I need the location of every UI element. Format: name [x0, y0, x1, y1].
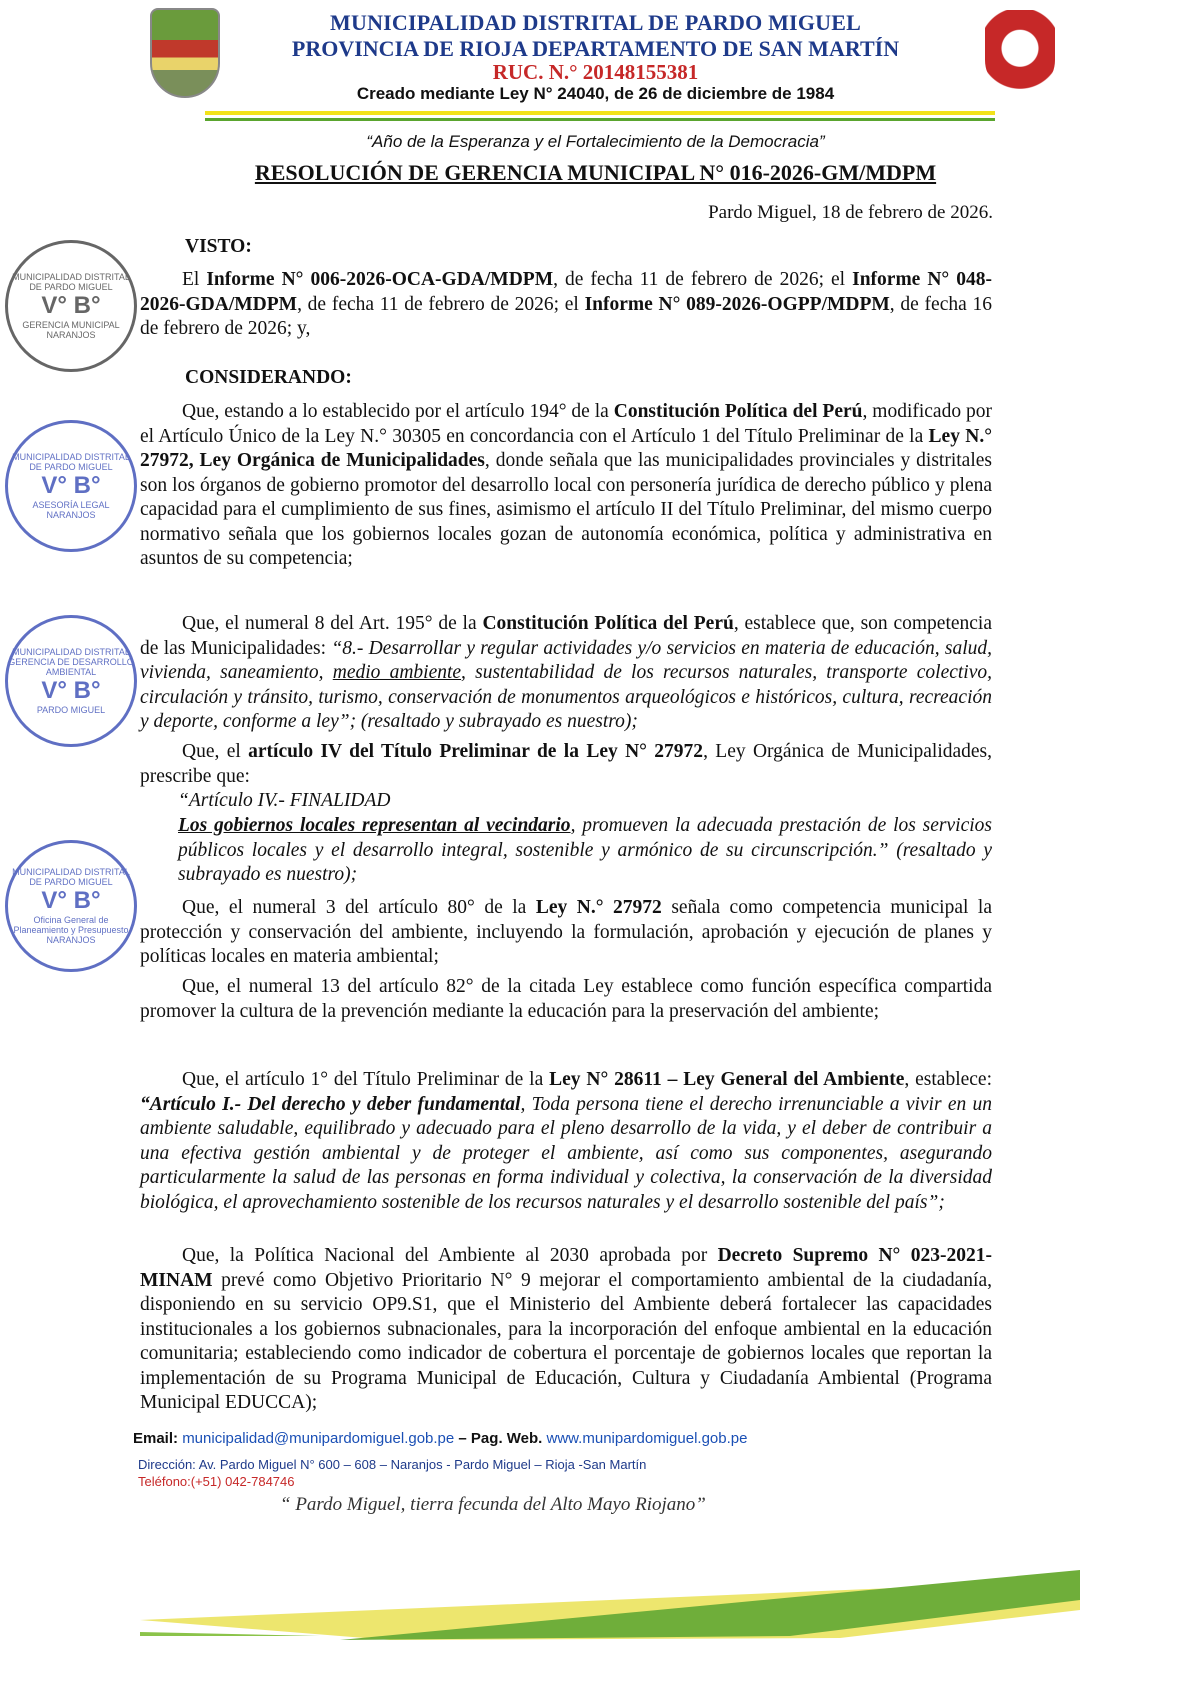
considerando-paragraph [140, 400, 992, 572]
stamp-line: V° B° [41, 472, 101, 499]
text-run: Decreto Supremo N° 023-2021-MINAM [140, 1245, 992, 1291]
footer-contact [133, 1430, 747, 1447]
text-run: , de fecha 11 de febrero de 2026; el [297, 293, 585, 315]
text-run: “Artículo I.- Del derecho y deber fundamental [140, 1093, 521, 1115]
text-run: medio ambiente [332, 662, 462, 683]
considerando-paragraph [140, 740, 992, 789]
text-run: , de fecha 16 de febrero de 2026; y, [140, 293, 993, 339]
stamp-line: NARANJOS [46, 330, 96, 340]
considerando-paragraph [140, 896, 992, 970]
considerando-paragraph [140, 1244, 992, 1416]
text-run: Que, la Política Nacional del Ambiente al 2030 aprobada por [182, 1245, 718, 1266]
stamp-gerencia-municipal [5, 240, 137, 372]
stamp-planeamiento-presupuesto [5, 840, 137, 972]
municipality-name: MUNICIPALIDAD DISTRITAL DE PARDO MIGUEL [330, 10, 861, 35]
text-run: artículo IV del Título Preliminar de la Ley N° 27972 [248, 741, 704, 762]
text-run: “Artículo IV.- FINALIDAD [178, 790, 391, 811]
stamp-line: Oficina General de Planeamiento y Presupuesto [13, 915, 129, 935]
header-divider-green [205, 118, 995, 121]
text-run: Constitución Política del Perú [482, 613, 734, 634]
text-run: Que, el [182, 741, 249, 762]
text-run: Que, el numeral 3 del artículo 80° de la [182, 897, 536, 918]
stamp-line: MUNICIPALIDAD DISTRITAL [12, 647, 130, 657]
text-run: Los gobiernos locales representan al vecindario [178, 815, 571, 836]
stamp-line: NARANJOS [46, 510, 96, 520]
considerando-paragraph [140, 612, 992, 735]
considerando-heading: CONSIDERANDO: [185, 367, 352, 388]
text-run: Informe N° 089-2026-OGPP/MDPM [584, 293, 890, 315]
stamp-line: GERENCIA MUNICIPAL [22, 320, 120, 330]
province-name: PROVINCIA DE RIOJA DEPARTAMENTO DE SAN MARTÍN [291, 36, 900, 61]
stamp-line: NARANJOS [46, 935, 96, 945]
footer-address: Dirección: Av. Pardo Miguel N° 600 – 608 – Naranjos - Pardo Miguel – Rioja -San Martín [138, 1457, 647, 1472]
text-run: Ley N.° 27972 [535, 897, 662, 918]
email-label: Email: [133, 1430, 179, 1447]
text-run: , Ley Orgánica de Municipalidades, prescribe que: [140, 741, 993, 787]
stamp-text [8, 867, 134, 945]
text-run: Ley N° 28611 – Ley General del Ambiente [549, 1069, 905, 1090]
stamp-line: V° B° [41, 292, 101, 319]
stamp-line: ASESORÍA LEGAL [32, 500, 110, 510]
text-run: Que, el numeral 8 del Art. 195° de la [182, 613, 483, 634]
stamp-line: MUNICIPALIDAD DISTRITAL DE PARDO MIGUEL [12, 452, 130, 472]
text-run: , modificado por el Artículo Único de la Ley N.° 30305 en concordancia con el Artículo 1 del Título Preliminar de la [140, 401, 992, 447]
text-run: , establece: [904, 1069, 992, 1090]
document-date: Pardo Miguel, 18 de febrero de 2026. [708, 202, 993, 223]
text-run: , promueven la adecuada prestación de los servicios públicos locales y el desarrollo integral, sostenible y armónico de su circunscripción.” (resaltado y subrayado es nuestro); [178, 815, 992, 885]
creation-law: Creado mediante Ley N° 24040, de 26 de diciembre de 1984 [356, 84, 835, 103]
visto-paragraph [140, 268, 992, 342]
text-run: “8.- Desarrollar y regular actividades y/o servicios en materia de educación, salud, vivienda, saneamiento, [140, 637, 993, 683]
text-run: prevé como Objetivo Prioritario N° 9 mejorar el comportamiento ambiental de la ciudadanía, disponiendo en su servicio OP9.S1, que el Ministerio del Ambiente deberá fortalecer las capacidades institucionales a los gobiernos subnacionales, para la incorporación del enfoque ambiental en la educación comunitaria; estableciendo como indicador de cobertura el porcentaje de gobiernos locales que reportan la implementación de su Programa Municipal de Educación, Cultura y Ciudadanía Ambiental (Programa Municipal EDUCCA); [140, 1269, 992, 1413]
ruc-number: RUC. N.° 20148155381 [492, 60, 699, 84]
text-run: señala como competencia municipal la protección y conservación del ambiente, incluyendo la formulación, aprobación y ejecución de planes y políticas locales en materia ambiental; [140, 897, 993, 967]
website-link[interactable]: www.munipardomiguel.gob.pe [546, 1430, 748, 1447]
text-run: , Toda persona tiene el derecho irrenunciable a vivir en un ambiente saludable, equilibrado y adecuado para el pleno desarrollo de la vida, y el deber de contribuir a una efectiva gestión ambiental y de proteger el ambiente, así como sus componentes, asegurando particularmente la salud de las personas en forma individual y colectiva, la conservación de la diversidad biológica, el aprovechamiento sostenible de los recursos naturales y el desarrollo sostenible del país”; [140, 1093, 992, 1213]
text-run: Que, el artículo 1° del Título Preliminar de la [182, 1069, 550, 1090]
considerando-paragraph [140, 1068, 992, 1215]
stamp-text [8, 647, 134, 715]
footer-phone: Teléfono:(+51) 042-784746 [138, 1474, 295, 1489]
visto-heading: VISTO: [185, 236, 252, 257]
text-run: Ley N.° 27972, Ley Orgánica de Municipalidades [140, 425, 993, 471]
web-label: – Pag. Web. [458, 1430, 543, 1447]
document-title: RESOLUCIÓN DE GERENCIA MUNICIPAL N° 016-2026-GM/MDPM [254, 160, 937, 185]
considerando-paragraph [140, 975, 992, 1024]
text-run: Que, estando a lo establecido por el artículo 194° de la [182, 401, 614, 422]
text-run: , sustentabilidad de los recursos naturales, transporte colectivo, circulación y tránsito, turismo, conservación de monumentos arqueológicos e históricos, cultura, recreación y deporte, conforme a ley”; (resaltado y subrayado es nuestro); [140, 662, 992, 732]
quote-heading [178, 789, 992, 814]
text-run: El [182, 269, 207, 290]
quote-paragraph [178, 814, 992, 888]
footer-swoosh [140, 1570, 1090, 1660]
text-run: , establece que, son competencia de las Municipalidades: [140, 613, 993, 659]
stamp-line: V° B° [41, 677, 101, 704]
footer-slogan: “ Pardo Miguel, tierra fecunda del Alto Mayo Riojano” [280, 1494, 706, 1515]
text-run: , donde señala que las municipalidades provinciales y distritales son los órganos de gobierno promotor del desarrollo local con personería jurídica de derecho público y plena capacidad para el cumplimiento de sus fines, asimismo el artículo II del Título Preliminar, del mismo cuerpo normativo señala que los gobiernos locales gozan de autonomía económica, política y administrativa en asuntos de su competencia; [140, 450, 992, 569]
text-run: , de fecha 11 de febrero de 2026; el [553, 269, 853, 290]
year-motto: “Año de la Esperanza y el Fortalecimiento de la Democracia” [366, 132, 825, 151]
stamp-line: MUNICIPALIDAD DISTRITAL DE PARDO MIGUEL [12, 867, 130, 887]
stamp-text [8, 452, 134, 520]
text-run: Informe N° 048-2026-GDA/MDPM [140, 269, 992, 315]
stamp-line: GERENCIA DE DESARROLLO AMBIENTAL [8, 657, 134, 677]
stamp-asesoria-legal [5, 420, 137, 552]
text-run: Constitución Política del Perú [613, 401, 863, 422]
text-run: Informe N° 006-2026-OCA-GDA/MDPM [206, 269, 554, 290]
stamp-desarrollo-ambiental [5, 615, 137, 747]
stamp-text [8, 272, 134, 340]
stamp-line: MUNICIPALIDAD DISTRITAL DE PARDO MIGUEL [12, 272, 130, 292]
stamp-line: PARDO MIGUEL [36, 705, 106, 715]
stamp-line: V° B° [41, 887, 101, 914]
header-divider-yellow [205, 111, 995, 115]
email-link[interactable]: municipalidad@munipardomiguel.gob.pe [182, 1430, 455, 1447]
text-run: Que, el numeral 13 del artículo 82° de la citada Ley establece como función específica compartida promover la cultura de la prevención mediante la educación para la preservación del ambiente; [140, 976, 992, 1022]
